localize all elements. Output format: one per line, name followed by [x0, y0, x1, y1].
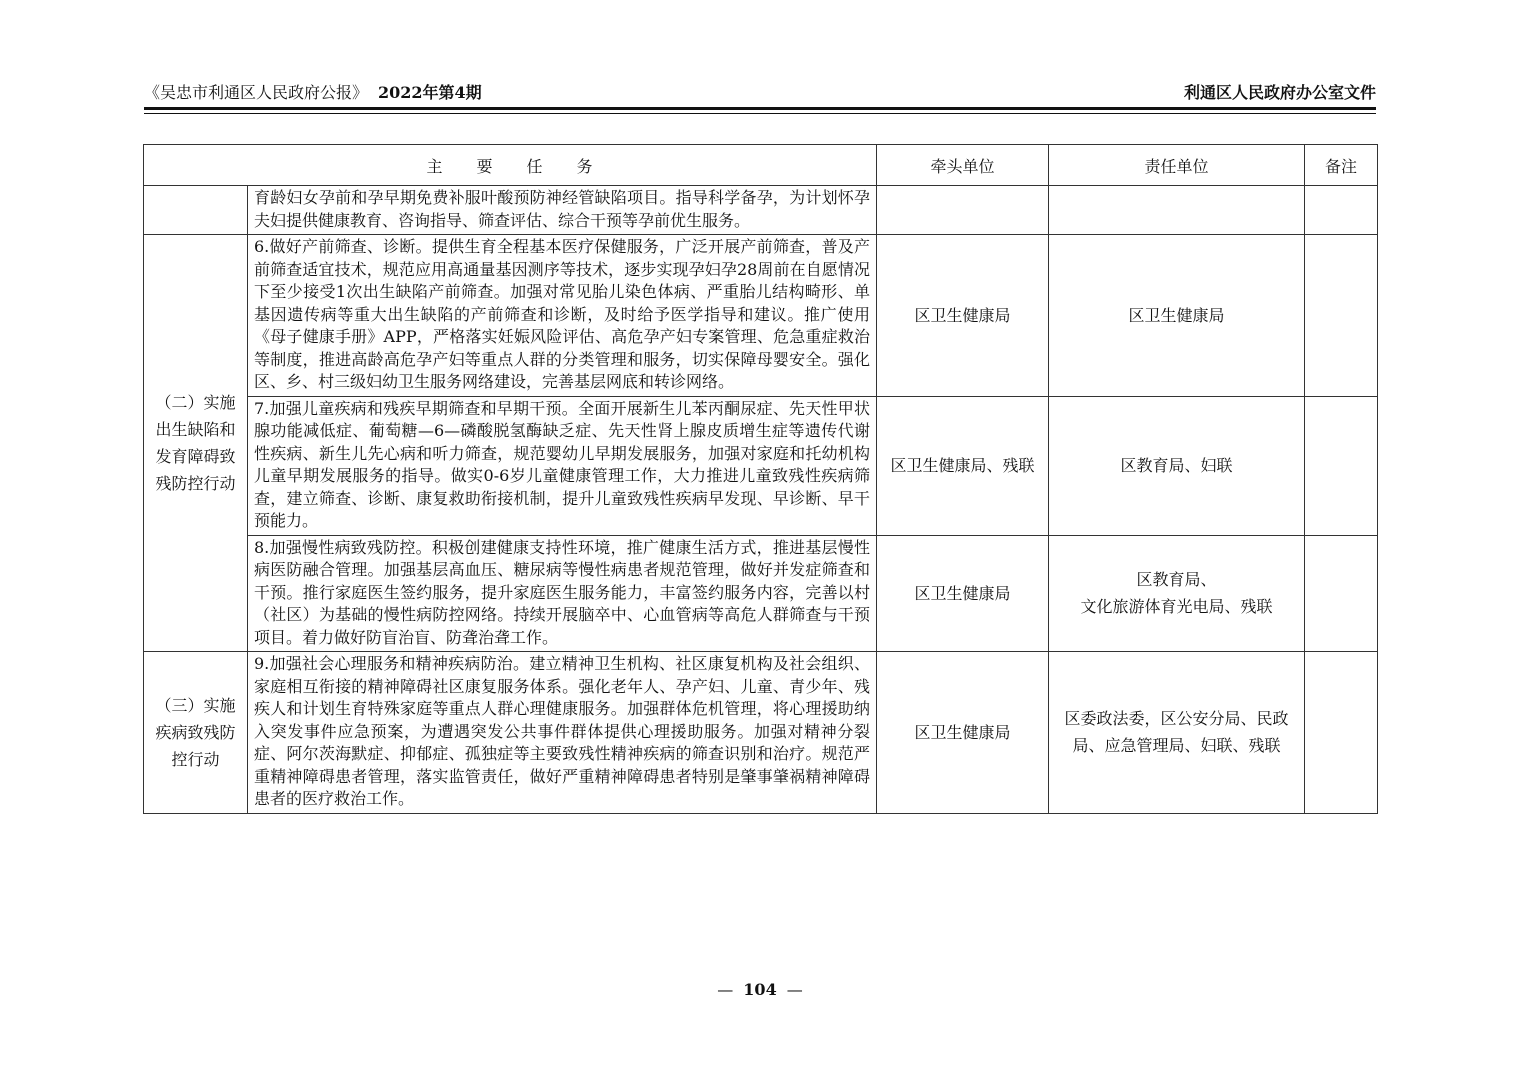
- note-cell: [1305, 186, 1378, 235]
- responsible-unit-cell: 区委政法委，区公安分局、民政局、应急管理局、妇联、残联: [1049, 652, 1305, 814]
- table-row: [144, 396, 1378, 535]
- group-cell: （三）实施疾病致残防控行动: [144, 652, 248, 814]
- task-cell: 7.加强儿童疾病和残疾早期筛查和早期干预。全面开展新生儿苯丙酮尿症、先天性甲状腺功能减低症、葡萄糖—6—磷酸脱氢酶缺乏症、先天性肾上腺皮质增生症等遗传代谢性疾病、新生儿先心病和听力筛查，规范婴幼儿早期发展服务，加强对家庭和托幼机构儿童早期发展服务的指导。做实0-6岁儿童健康管理工作，大力推进儿童致残性疾病筛查，建立筛查、诊断、康复救助衔接机制，提升儿童致残性疾病早发现、早诊断、早干预能力。: [248, 396, 877, 535]
- page-footer: [0, 980, 1520, 999]
- header-rule-thick: [144, 107, 1376, 110]
- col-header-lead: 牵头单位: [877, 145, 1049, 186]
- publication-title: 《吴忠市利通区人民政府公报》: [144, 83, 369, 102]
- task-cell: 9.加强社会心理服务和精神疾病防治。建立精神卫生机构、社区康复机构及社会组织、家庭相互衔接的精神障碍社区康复服务体系。强化老年人、孕产妇、儿童、青少年、残疾人和计划生育特殊家庭等重点人群心理健康服务。加强群体危机管理，将心理援助纳入突发事件应急预案，为遭遇突发公共事件群体提供心理援助服务。加强对精神分裂症、阿尔茨海默症、抑郁症、孤独症等主要致残性精神疾病的筛查识别和治疗。规范严重精神障碍患者管理，落实监管责任，做好严重精神障碍患者特别是肇事肇祸精神障碍患者的医疗救治工作。: [248, 652, 877, 814]
- responsible-unit-cell: 区卫生健康局: [1049, 235, 1305, 397]
- lead-unit-cell: 区卫生健康局: [877, 235, 1049, 397]
- task-cell: 8.加强慢性病致残防控。积极创建健康支持性环境，推广健康生活方式，推进基层慢性病医防融合管理。加强基层高血压、糖尿病等慢性病患者规范管理，做好并发症筛查和干预。推行家庭医生签约服务，提升家庭医生服务能力，丰富签约服务内容，完善以村（社区）为基础的慢性病防控网络。持续开展脑卒中、心血管病等高危人群筛查与干预项目。着力做好防盲治盲、防聋治聋工作。: [248, 535, 877, 652]
- header-rule-thin: [144, 113, 1376, 114]
- responsible-unit-cell: [1049, 186, 1305, 235]
- office-label: 利通区人民政府办公室文件: [1183, 83, 1376, 102]
- table-row: [144, 535, 1378, 652]
- note-cell: [1305, 235, 1378, 397]
- lead-unit-cell: 区卫生健康局: [877, 652, 1049, 814]
- responsible-unit-cell: [1049, 535, 1305, 652]
- note-cell: [1305, 652, 1378, 814]
- responsible-unit-cell: 区教育局、妇联: [1049, 396, 1305, 535]
- lead-unit-cell: 区卫生健康局: [877, 535, 1049, 652]
- table-row: [144, 186, 1378, 235]
- col-header-note: 备注: [1305, 145, 1378, 186]
- task-table: [143, 144, 1378, 814]
- responsible-unit-line: 区教育局、: [1136, 570, 1217, 590]
- publication-header: [144, 80, 482, 103]
- task-cell: 育龄妇女孕前和孕早期免费补服叶酸预防神经管缺陷项目。指导科学备孕，为计划怀孕夫妇提供健康教育、咨询指导、筛查评估、综合干预等孕前优生服务。: [248, 186, 877, 235]
- note-cell: [1305, 535, 1378, 652]
- footer-dash-right: —: [786, 980, 803, 999]
- table-row: [144, 652, 1378, 814]
- responsible-unit-line: 文化旅游体育光电局、残联: [1080, 597, 1273, 617]
- group-cell-empty: [144, 186, 248, 235]
- lead-unit-cell: 区卫生健康局、残联: [877, 396, 1049, 535]
- page-number: 104: [743, 980, 777, 999]
- table-row: [144, 235, 1378, 397]
- task-cell: 6.做好产前筛查、诊断。提供生育全程基本医疗保健服务，广泛开展产前筛查，普及产前筛查适宜技术，规范应用高通量基因测序等技术，逐步实现孕妇孕28周前在自愿情况下至少接受1次出生缺陷产前筛查。加强对常见胎儿染色体病、严重胎儿结构畸形、单基因遗传病等重大出生缺陷的产前筛查和诊断，及时给予医学指导和建议。推广使用《母子健康手册》APP，严格落实妊娠风险评估、高危孕产妇专案管理、危急重症救治等制度，推进高龄高危孕产妇等重点人群的分类管理和服务，切实保障母婴安全。强化区、乡、村三级妇幼卫生服务网络建设，完善基层网底和转诊网络。: [248, 235, 877, 397]
- issue-number: 2022年第4期: [378, 83, 482, 102]
- table-header-row: [144, 145, 1378, 186]
- group-cell: （二）实施出生缺陷和发育障碍致残防控行动: [144, 235, 248, 652]
- footer-dash-left: —: [717, 980, 734, 999]
- col-header-task: 主要任务: [144, 145, 877, 186]
- lead-unit-cell: [877, 186, 1049, 235]
- note-cell: [1305, 396, 1378, 535]
- col-header-resp: 责任单位: [1049, 145, 1305, 186]
